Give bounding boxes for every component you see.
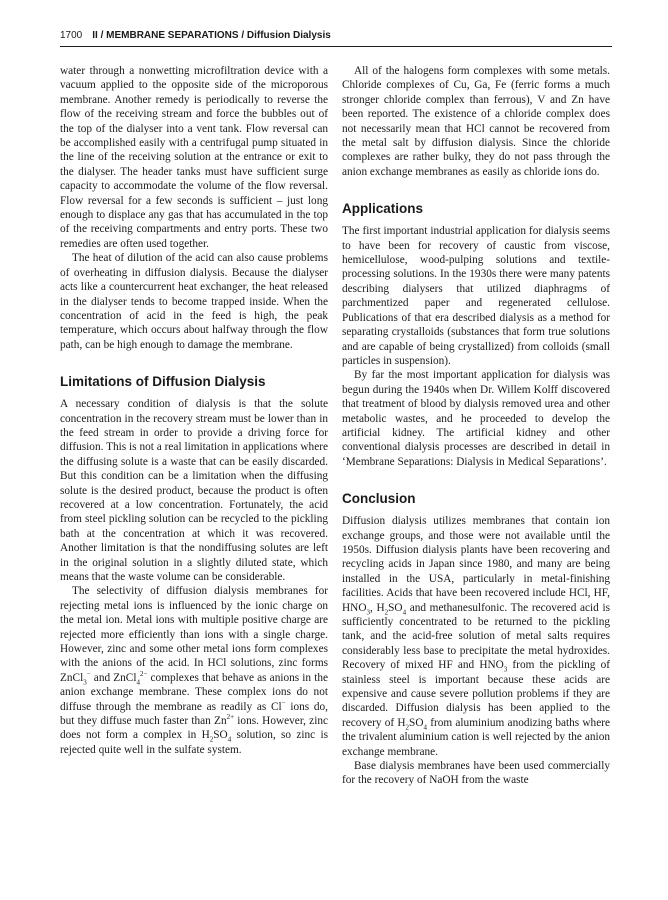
paragraph: All of the halogens form complexes with some metals. Chloride complexes of Cu, Ga, Fe (ferric forms a much stronger chloride complex than ferrous), V and Zn have been reported. The existence of a chloride complex does not necessarily mean that HCl cannot be recovered from the metal salt by diffusion dialysis. Since the chloride complexes are rather bulky, they do not pass through the anion exchange membranes as easily as chloride ions do. [342,65,610,178]
paragraph: The heat of dilution of the acid can also cause problems of overheating in diffusion dialysis. Because the dialyser acts like a countercurrent heat exchanger, the heat released in the dialyser tends to become trapped inside. When the concentration of acid in the feed is high, the peak temperature, which occurs about halfway through the flow path, can be high enough to damage the membrane. [60,252,328,351]
section-title: II / MEMBRANE SEPARATIONS / Diffusion Dialysis [92,30,331,41]
heading-applications: Applications [342,201,424,217]
running-header [60,30,612,46]
page-number: 1700 [60,30,83,41]
heading-conclusion: Conclusion [342,491,416,507]
header-rule [60,46,612,47]
heading-limitations: Limitations of Diffusion Dialysis [60,374,266,390]
right-column [342,64,610,788]
left-column [60,64,328,757]
paragraph: water through a nonwetting microfiltration device with a vacuum applied to the opposite side of the microporous membrane. Another remedy is periodically to reverse the flow of the receiving stream and force the bubbles out of the top of the dialyser into a vent tank. Flow reversal can be accomplished easily with a centrifugal pump situated in the line of the receiving solution at the entrance or exit to the dialyser. The header tanks must have sufficient surge capacity to accommodate the volume of the flow reversal. Flow reversal for a few seconds is sufficient – just long enough to displace any gas that has accumulated in the top of the receiving compartments and entry ports. These two remedies are often used together. [60,65,328,250]
paragraph-selectivity: The selectivity of diffusion dialysis membranes for rejecting metal ions is influenced by the ionic charge on the metal ion. Metal ions with multiple positive charge are rejected more efficiently than ions with a single charge. However, zinc and some other metal ions form complexes with the anions of the acid. In HCl solutions, zinc forms ZnCl$_3$− and ZnCl$_4^{2-}$ complexes that behave as anions in the anion exchange membrane. These complex ions do not diffuse through the membrane as readily as Cl− ions do, but they diffuse much faster than $Zn^{2+}$ ions. However, zinc does not form a complex in $H_2SO_4$ solution, so zinc is rejected quite well in the sulfate system. [60,585,328,756]
paragraph: The first important industrial application for dialysis seems to have been for recovery of caustic from viscose, hemicellulose, wood-pulping solutions and textile-processing solutions. In the 1930s there were many patents describing dialysers that utilized diaphragms of parchmentized paper and regenerated cellulose. Publications of that era described dialysis as a method for separating crystalloids (substances that form true solutions and are capable of being crystallized) from colloids (small particles in suspension). [342,225,610,367]
paragraph-conclusion: Diffusion dialysis utilizes membranes that contain ion exchange groups, and those were not available until the 1950s. Diffusion dialysis plants have been recovering and recycling acids in Japan since 1980, and many are being installed in the USA, particularly in metal-finishing facilities. Acids that have been recovered include HCl, HF, $HNO_3$, $H_2SO_4$ and methanesulfonic. The recovered acid is sufficiently concentrated to be returned to the pickling tank, and the acid-free solution of metal salts requires considerably less base to precipitate the metal hydroxides. Recovery of mixed HF and $HNO_3$ from the pickling of stainless steel is important because these acids are expensive and cause severe pollution problems if they are discarded. Diffusion dialysis has been applied to the recovery of $H_2SO_4$ from aluminium anodizing baths where the trivalent aluminium cation is well rejected by the anion exchange membrane. [342,515,610,758]
paragraph: A necessary condition of dialysis is that the solute concentration in the recovery stream must be lower than in the feed stream in order to provide a driving force for diffusion. This is not a real limitation in applications where the diffusing solute is a waste that can be easily discarded. But this condition can be a limitation when the diffusing solute is the desired product, because the product is often recovered at a low concentration. Fortunately, the acid from steel pickling solution can be recycled to the pickling bath at the concentration at which it was recovered. Another limitation is that the nondiffusing solutes are left in the original solution in a slightly diluted state, which means that the waste volume can be considerable. [60,398,328,583]
paragraph: Base dialysis membranes have been used commercially for the recovery of NaOH from the waste [342,760,610,787]
paragraph: By far the most important application for dialysis was begun during the 1940s when Dr. Willem Kolff discovered that treatment of blood by dialysis removed urea and other metabolic wastes, and he proceeded to develop the artificial kidney. The artificial kidney and other conventional dialysis processes are described in detail in ‘Membrane Separations: Dialysis in Medical Separations’. [342,369,610,468]
